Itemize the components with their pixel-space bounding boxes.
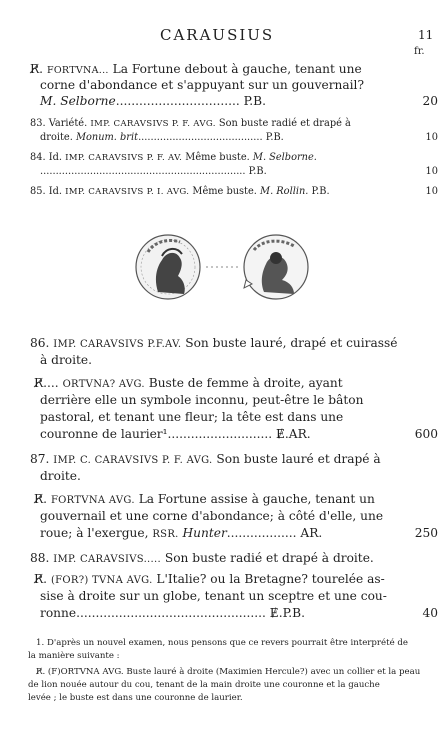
entry-84-line-1: 84. Id. IMP. CARAVSIVS P. F. AV. Même buste. M. Selborne. (30, 152, 317, 163)
reverse-mark: R̸. (34, 492, 48, 506)
entry-number: 88. (30, 551, 50, 565)
legend: FORTVNA... (46, 65, 109, 76)
entry-number: 84. (30, 152, 46, 163)
footnote-line-1: 1. D'après un nouvel examen, nous pensons que ce revers pourrait être interprété de (36, 638, 408, 648)
entry-number: 87. (30, 452, 50, 466)
price: 10 (425, 132, 438, 143)
entry-88-line-2: R̸. (FOR?) TVNA AVG. L'Italie? ou la Bretagne? tourelée as- (34, 572, 385, 586)
entry-87-line-1: 87. IMP. C. CARAVSIVS P. F. AVG. Son buste lauré et drapé à (30, 452, 381, 466)
entry-85-line-1: 85. Id. IMP. CARAVSIVS P. I. AVG. Même buste. M. Rollin. P.B. (30, 186, 330, 197)
entry-84-line-2: .................................................................. P.B. (40, 166, 267, 177)
reverse-mark: R̸. (30, 62, 44, 76)
price: 10 (425, 166, 438, 177)
entry-r1-line-3: M. Selborne................................ P.B. (40, 94, 267, 108)
legend: IMP. CARAVSIVS..... (53, 554, 161, 565)
currency-unit: fr. (414, 46, 425, 57)
reverse-mark: R̸.... (34, 376, 59, 390)
entry-86-line-1: 86. IMP. CARAVSIVS P.F.AV. Son buste lauré, drapé et cuirassé (30, 336, 398, 350)
entry-83-line-2: droite. Monum. brit........................................ P.B. (40, 132, 284, 143)
entry-88-line-4: ronne................................................. Ɇ.P.B. (40, 606, 305, 620)
reverse-mark: R̸. (34, 572, 48, 586)
price: 10 (425, 186, 438, 197)
entry-88-line-3: sise à droite sur un globe, tenant un sceptre et une cou- (40, 589, 387, 603)
footnote-line-4: de lion nouée autour du cou, tenant de la main droite une couronne et la gauche (28, 680, 380, 690)
coin-obverse-icon (136, 235, 200, 299)
legend: IMP. CARAVSIVS P. I. AVG. (65, 187, 190, 197)
legend: IMP. CARAVSIVS P. F. AVG. (90, 119, 216, 129)
entry-number: 83. (30, 118, 46, 129)
entry-86-line-3: R̸.... ORTVNA? AVG. Buste de femme à droite, ayant (34, 376, 343, 390)
page-number: 11 (418, 28, 434, 42)
price: 250 (414, 526, 438, 540)
entry-86-line-2: à droite. (40, 353, 92, 367)
legend: IMP. C. CARAVSIVS P. F. AVG. (53, 455, 213, 466)
entry-86-line-6: couronne de laurier¹........................... Ɇ.AR. (40, 427, 311, 441)
legend: IMP. CARAVSIVS P. F. AV. (65, 153, 183, 163)
entry-87-line-3: R̸. FORTVNA AVG. La Fortune assise à gauche, tenant un (34, 492, 375, 506)
entry-number: 85. (30, 186, 46, 197)
legend: (FOR?) TVNA AVG. (50, 575, 153, 586)
page-title: CARAUSIUS (160, 26, 275, 44)
footnote-line-3: R̸. (F)ORTVNA AVG. Buste lauré à droite (Maximien Hercule?) avec un collier et la peau (36, 667, 421, 677)
entry-87-line-4: gouvernail et une corne d'abondance; à côté d'elle, une (40, 509, 384, 523)
entry-number: 86. (30, 336, 50, 350)
legend: IMP. CARAVSIVS P.F.AV. (53, 339, 182, 350)
entry-r1-line-1: R̸. FORTVNA... La Fortune debout à gauche, tenant une (30, 62, 362, 76)
legend: ORTVNA? AVG. (62, 379, 145, 390)
coin-illustration (128, 232, 328, 302)
footnote-line-5: levée ; le buste est dans une couronne de laurier. (28, 693, 243, 703)
footnote-line-2: la manière suivante : (28, 651, 120, 661)
price: 600 (414, 427, 438, 441)
footnote-marker: 1. (36, 638, 45, 648)
entry-86-line-5: pastoral, et tenant une fleur; la tête est dans une (40, 410, 344, 424)
entry-83-line-1: 83. Variété. IMP. CARAVSIVS P. F. AVG. Son buste radié et drapé à (30, 118, 351, 129)
entry-86-line-4: derrière elle un symbole inconnu, peut-être le bâton (40, 393, 364, 407)
price: 40 (422, 606, 438, 620)
legend: FORTVNA AVG. (50, 495, 135, 506)
entry-88-line-1: 88. IMP. CARAVSIVS..... Son buste radié et drapé à droite. (30, 551, 374, 565)
coin-reverse-icon (244, 235, 308, 299)
entry-87-line-2: droite. (40, 469, 81, 483)
entry-r1-line-2: corne d'abondance et s'appuyant sur un gouvernail? (40, 78, 364, 92)
price: 20 (422, 94, 438, 108)
entry-87-line-5: roue; à l'exergue, RSR. Hunter.................. AR. (40, 526, 323, 540)
